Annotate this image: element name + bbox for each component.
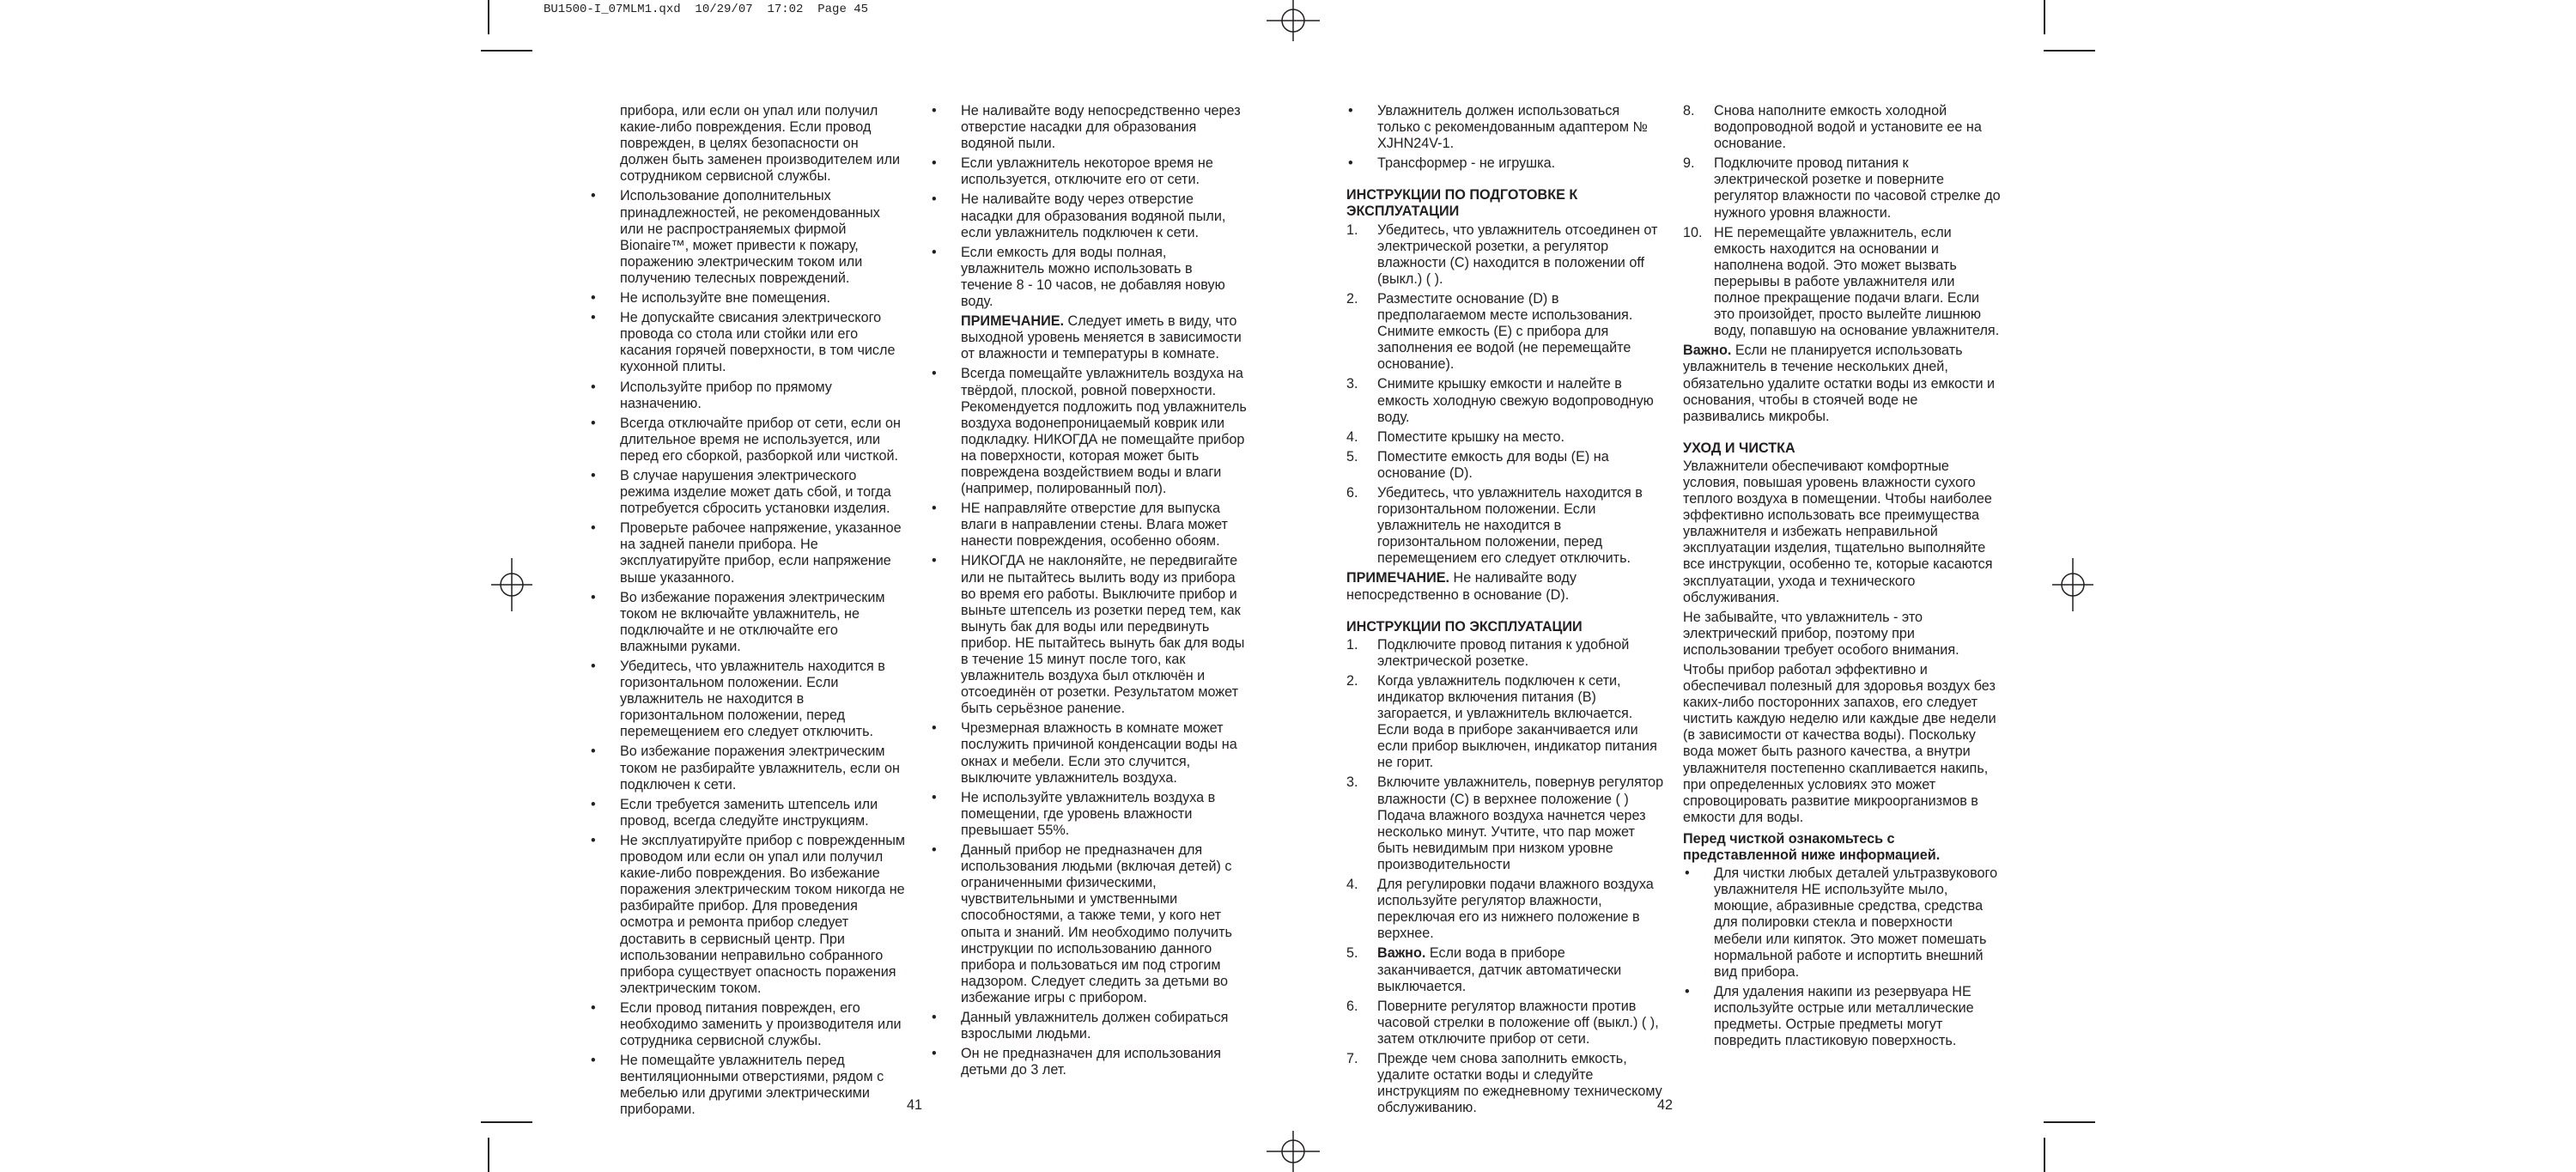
list-item: • Использование дополнительных принадлежностей, не рекомендованных или не распространяемых фирмой Bionaire™, может привести к пожару, поражению электрическим током или получению телесных повреждений.	[589, 188, 907, 287]
step-number: 5.	[1346, 448, 1358, 465]
operation-steps	[1346, 637, 1664, 1117]
list-item: • Не используйте вне помещения.	[589, 290, 907, 307]
list-item: • В случае нарушения электрического режима изделие может дать сбой, и тогда потребуется сбросить установки изделия.	[589, 468, 907, 517]
note-label: ПРИМЕЧАНИЕ.	[961, 313, 1065, 330]
step-item	[1346, 376, 1664, 425]
paragraph: Чтобы прибор работал эффективно и обеспечивал полезный для здоровья воздух без каких-либо посторонних запахов, его следует чистить каждую неделю или каждые две недели (в зависимости от качества воды). Поскольку вода может быть разного качества, а внутри увлажнителя постепенно скапливается накипь, при определенных условиях это может спровоцировать развитие микроорганизмов в емкости для воды.	[1683, 662, 1996, 825]
crop-mark	[2044, 1121, 2095, 1123]
step-number: 6.	[1346, 998, 1358, 1014]
step-item	[1346, 485, 1664, 567]
step-number: 2.	[1346, 672, 1358, 689]
page-number-right: 42	[1657, 1097, 1674, 1113]
step-text: Убедитесь, что увлажнитель находится в горизонтальном положении. Если увлажнитель не находится в горизонтальном положении, перед перемещением его следует отключить.	[1377, 484, 1643, 567]
step-item	[1683, 155, 2001, 221]
list-item: • Не наливайте воду через отверстие насадки для образования водяной пыли, если увлажнитель подключен к сети.	[930, 191, 1248, 240]
list-item: • НИКОГДА не наклоняйте, не передвигайте или не пытайтесь вылить воду из прибора во время его работы. Выключите прибор и выньте штепсель из розетки перед тем, как вынуть бак для воды или передвинуть прибор. НЕ пытайтесь вынуть бак для воды в течение 15 минут после того, как увлажнитель воздуха был отключён и отсоединён от розетки. Результатом может быть серьёзное ранение.	[930, 553, 1248, 717]
step-number: 1.	[1346, 222, 1358, 238]
list-item: • Данный увлажнитель должен собираться взрослыми людьми.	[930, 1010, 1248, 1042]
list-item: • Во избежание поражения электрическим током не включайте увлажнитель, не подключайте и не отключайте его влажными руками.	[589, 590, 907, 655]
step-number: 7.	[1346, 1050, 1358, 1066]
section-heading-before-cleaning: Перед чисткой ознакомьтесь с представленной ниже информацией.	[1683, 830, 1941, 864]
step-item	[1346, 774, 1664, 873]
preparation-steps	[1346, 222, 1664, 568]
crop-mark	[481, 1121, 532, 1123]
step-item	[1346, 637, 1664, 670]
column-2	[930, 103, 1248, 1082]
step-item	[1346, 449, 1664, 482]
step-text: Прежде чем снова заполнить емкость, удалите остатки воды и следуйте инструкциям по ежедневному техническому обслуживанию.	[1377, 1050, 1662, 1116]
list-item: • Трансформер - не игрушка.	[1346, 155, 1664, 172]
list-item: • Для удаления накипи из резервуара НЕ используйте острые или металлические предметы. Острые предметы могут повредить пластиковую поверхность.	[1683, 984, 2001, 1049]
important-text: Если не планируется использовать увлажнитель в течение нескольких дней, обязательно удалите остатки воды из емкости и основания, чтобы в стоячей воде не развивались микробы.	[1683, 343, 1996, 424]
step-item	[1346, 222, 1664, 288]
adapter-bullets	[1346, 103, 1664, 172]
step-text: Подключите провод питания к электрической розетке и поверните регулятор влажности по часовой стрелке до нужного уровня влажности.	[1714, 155, 2001, 221]
step-number: 3.	[1346, 376, 1358, 392]
step-number: 2.	[1346, 290, 1358, 307]
step-text: Поместите крышку на место.	[1377, 428, 1565, 445]
list-item: • Увлажнитель должен использоваться только с рекомендованным адаптером № XJHN24V-1.	[1346, 103, 1664, 152]
registration-mark	[1267, 0, 1320, 41]
list-item: • Не используйте увлажнитель воздуха в помещении, где уровень влажности превышает 55%.	[930, 790, 1248, 839]
note-text: Следует иметь в виду, что выходной уровень меняется в зависимости от влажности и температуры в комнате.	[961, 313, 1242, 362]
column-4	[1683, 103, 2001, 1053]
list-item: • Всегда отключайте прибор от сети, если он длительное время не используется, или перед его сборкой, разборкой или чисткой.	[589, 416, 907, 465]
list-item: • Убедитесь, что увлажнитель находится в горизонтальном положении. Если увлажнитель не находится в горизонтальном положении, перед перемещением его следует отключить.	[589, 659, 907, 740]
note	[1346, 570, 1664, 603]
cleaning-bullets	[1683, 865, 2001, 1049]
list-item: • Не допускайте свисания электрического провода со стола или стойки или его касания горячей поверхности, в том числе кухонной плиты.	[589, 310, 907, 375]
list-item: • Не эксплуатируйте прибор с поврежденным проводом или если он упал или получил какие-либо повреждения. Во избежание поражения электрическим током никогда не разбирайте прибор. Для проведения осмотра и ремонта прибор следует доставить в сервисный центр. При использовании неправильно собранного прибора существует опасность поражения электрическим током.	[589, 833, 907, 997]
column-3	[1346, 103, 1664, 1120]
step-text: Поместите емкость для воды (E) на основание (D).	[1377, 448, 1609, 481]
registration-mark	[491, 558, 532, 611]
step-bold: Важно.	[1377, 945, 1426, 962]
step-text: Если вода в приборе заканчивается, датчик автоматически выключается.	[1377, 945, 1622, 994]
step-number: 1.	[1346, 636, 1358, 653]
crop-mark	[488, 1138, 489, 1172]
safety-bullets	[589, 188, 907, 1118]
step-number: 5.	[1346, 945, 1358, 962]
step-text: Снова наполните емкость холодной водопроводной водой и установите ее на основание.	[1714, 103, 1982, 152]
step-item	[1683, 225, 2001, 340]
list-item: • Чрезмерная влажность в комнате может послужить причиной конденсации воды на окнах и мебели. Если это случится, выключите увлажнитель воздуха.	[930, 720, 1248, 786]
step-text: Когда увлажнитель подключен к сети, индикатор включения питания (B) загорается, и увлажнитель включается. Если вода в приборе заканчивается или если прибор выключен, индикатор питания не горит.	[1377, 672, 1657, 771]
note	[930, 313, 1248, 362]
step-text: Снимите крышку емкости и налейте в емкость холодную свежую водопроводную воду.	[1377, 376, 1654, 425]
list-item: • Проверьте рабочее напряжение, указанное на задней панели прибора. Не эксплуатируйте прибор, если напряжение выше указанного.	[589, 520, 907, 586]
step-item	[1346, 999, 1664, 1048]
crop-mark	[2044, 1138, 2045, 1172]
step-text: НЕ перемещайте увлажнитель, если емкость находится на основании и наполнена водой. Это может вызвать перерывы в работе увлажнителя или полное прекращение подачи влаги. Если это произойдет, просто вылейте лишнюю воду, попавшую на основание увлажнителя.	[1714, 224, 2000, 339]
step-item	[1346, 945, 1664, 994]
operation-steps-continued	[1683, 103, 2001, 339]
step-text: Убедитесь, что увлажнитель отсоединен от электрической розетки, а регулятор влажности (C) находится в положении off (выкл.) ( ).	[1377, 222, 1658, 287]
list-item: • Для чистки любых деталей ультразвукового увлажнителя НЕ используйте мыло, моющие, абразивные средства, средства для полировки стекла и поверхности мебели или кипяток. Это может помешать нормальной работе и испортить внешний вид прибора.	[1683, 865, 2001, 981]
crop-mark	[488, 0, 489, 34]
list-item: • Он не предназначен для использования детьми до 3 лет.	[930, 1046, 1248, 1078]
page-number-left: 41	[907, 1097, 923, 1113]
section-heading-operation: ИНСТРУКЦИИ ПО ЭКСПЛУАТАЦИИ	[1346, 618, 1583, 635]
step-text: Подключите провод питания к удобной электрической розетке.	[1377, 636, 1630, 669]
step-item	[1346, 291, 1664, 373]
step-item	[1346, 673, 1664, 772]
note-text: Не наливайте воду непосредственно в основание (D).	[1346, 570, 1577, 603]
registration-mark	[1267, 1131, 1320, 1172]
step-number: 8.	[1683, 103, 1695, 118]
list-item: • Используйте прибор по прямому назначению.	[589, 380, 907, 412]
step-item	[1346, 877, 1664, 942]
list-item: • Если провод питания поврежден, его необходимо заменить у производителя или сотрудника сервисной службы.	[589, 1000, 907, 1049]
section-heading-care: УХОД И ЧИСТКА	[1683, 440, 1795, 456]
step-number: 4.	[1346, 428, 1358, 445]
step-number: 4.	[1346, 877, 1358, 893]
important-note	[1683, 343, 2001, 424]
safety-bullets	[930, 103, 1248, 310]
note-label: ПРИМЕЧАНИЕ.	[1346, 570, 1450, 586]
list-item: • Если требуется заменить штепсель или провод, всегда следуйте инструкциям.	[589, 797, 907, 829]
paragraph: Не забывайте, что увлажнитель - это электрический прибор, поэтому при использовании требует особого внимания.	[1683, 609, 1959, 658]
step-text: Поверните регулятор влажности против часовой стрелки в положение off (выкл.) ( ), затем отключите прибор от сети.	[1377, 998, 1659, 1047]
continuation-text: прибора, или если он упал или получил какие-либо повреждения. Если провод поврежден, в целях безопасности он должен быть заменен производителем или сотрудником сервисной службы.	[620, 103, 901, 185]
step-number: 6.	[1346, 484, 1358, 501]
file-slug: BU1500-I_07MLM1.qxd 10/29/07 17:02 Page 45	[544, 3, 869, 16]
column-1	[589, 103, 907, 1122]
section-heading-preparation: ИНСТРУКЦИИ ПО ПОДГОТОВКЕ К ЭКСПЛУАТАЦИИ	[1346, 187, 1578, 220]
list-item: • Во избежание поражения электрическим током не разбирайте увлажнитель, если он подключен к сети.	[589, 744, 907, 792]
step-text: Разместите основание (D) в предполагаемом месте использования. Снимите емкость (E) с прибора для заполнения ее водой (не перемещайте основание).	[1377, 290, 1633, 373]
safety-bullets	[930, 366, 1248, 1078]
list-item: • Данный прибор не предназначен для использования людьми (включая детей) с ограниченными физическими, чувствительными и умственными способностями, а также теми, у кого нет опыта и знаний. Им необходимо получить инструкции по использованию данного прибора и пользоваться им под строгим надзором. Следует следить за детьми во избежание игры с прибором.	[930, 842, 1248, 1006]
list-item: • Если емкость для воды полная, увлажнитель можно использовать в течение 8 - 10 часов, не добавляя новую воду.	[930, 245, 1248, 310]
step-number: 10.	[1683, 224, 1703, 240]
step-item	[1683, 103, 2001, 152]
crop-mark	[481, 50, 532, 52]
list-item: • Не помещайте увлажнитель перед вентиляционными отверстиями, рядом с мебелью или другими электрическими приборами.	[589, 1053, 907, 1118]
crop-mark	[2044, 0, 2045, 34]
step-number: 9.	[1683, 155, 1695, 172]
registration-mark	[2052, 558, 2093, 611]
list-item: • Не наливайте воду непосредственно через отверстие насадки для образования водяной пыли.	[930, 103, 1248, 152]
list-item: • Если увлажнитель некоторое время не используется, отключите его от сети.	[930, 155, 1248, 188]
crop-mark	[2044, 50, 2095, 52]
step-text: Включите увлажнитель, повернув регулятор влажности (C) в верхнее положение ( ) Подача влажного воздуха начнется через несколько минут. Учтите, что пар может быть невидимым при низком уровне производительности	[1377, 774, 1664, 872]
step-text: Для регулировки подачи влажного воздуха используйте регулятор влажности, переключая его из нижнего положение в верхнее.	[1377, 877, 1654, 942]
paragraph: Увлажнители обеспечивают комфортные условия, повышая уровень влажности сухого теплого воздуха в помещении. Чтобы наиболее эффективно использовать все преимущества увлажнителя и избежать неправильной эксплуатации изделия, тщательно выполняйте все инструкции, особенно те, которые касаются эксплуатации, ухода и технического обслуживания.	[1683, 458, 1993, 605]
step-item	[1346, 1051, 1664, 1116]
list-item: • Всегда помещайте увлажнитель воздуха на твёрдой, плоской, ровной поверхности. Рекомендуется подложить под увлажнитель воздуха водонепроницаемый коврик или подкладку. НИКОГДА не помещайте прибор на поверхности, которая может быть повреждена воздействием воды и влаги (например, полированный пол).	[930, 366, 1248, 497]
list-item: • НЕ направляйте отверстие для выпуска влаги в направлении стены. Влага может нанести повреждения, особенно обоям.	[930, 501, 1248, 550]
step-number: 3.	[1346, 774, 1358, 791]
important-label: Важно.	[1683, 343, 1732, 359]
step-item	[1346, 429, 1664, 446]
